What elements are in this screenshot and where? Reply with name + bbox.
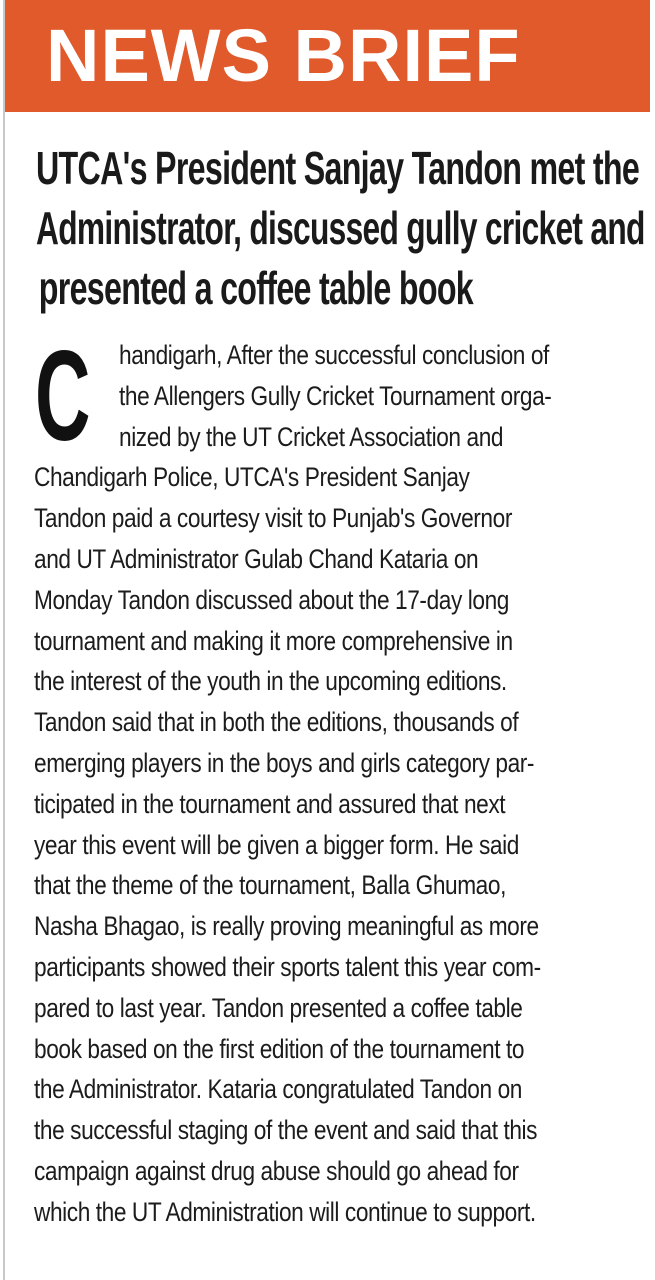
- body-line: and UT Administrator Gulab Chand Kataria on: [34, 543, 479, 574]
- drop-cap: C: [35, 325, 91, 468]
- article-headline: [36, 138, 646, 318]
- body-line: ticipated in the tournament and assured that next: [34, 788, 506, 819]
- body-line: the Administrator. Kataria congratulated Tandon on: [34, 1074, 522, 1105]
- body-line: Chandigarh Police, UTCA's President Sanjay: [34, 462, 470, 493]
- body-line: campaign against drug abuse should go ahead for: [34, 1155, 519, 1186]
- body-line: pared to last year. Tandon presented a coffee table: [34, 992, 523, 1023]
- body-line: book based on the first edition of the tournament to: [34, 1033, 525, 1064]
- body-line: year this event will be given a bigger form. He said: [34, 829, 519, 860]
- headline-line: Administrator, discussed gully cricket and: [36, 202, 645, 254]
- body-line: that the theme of the tournament, Balla Ghumao,: [34, 870, 506, 901]
- news-brief-banner: [5, 0, 650, 112]
- headline-line: presented a coffee table book: [38, 262, 473, 314]
- body-line: Tandon paid a courtesy visit to Punjab's Governor: [34, 503, 512, 534]
- body-line: the interest of the youth in the upcoming editions.: [34, 666, 507, 697]
- article-body: [34, 325, 624, 1233]
- headline-line: UTCA's President Sanjay Tandon met the: [36, 142, 640, 194]
- body-line: emerging players in the boys and girls category par-: [34, 747, 535, 778]
- body-line: Tandon said that in both the editions, thousands of: [34, 707, 519, 738]
- body-line: tournament and making it more comprehensive in: [34, 625, 513, 656]
- body-line: Monday Tandon discussed about the 17-day long: [34, 584, 509, 615]
- body-line: the successful staging of the event and said that this: [34, 1115, 538, 1146]
- body-line: the Allengers Gully Cricket Tournament orga-: [118, 380, 552, 411]
- body-line: which the UT Administration will continue to support.: [34, 1196, 536, 1227]
- body-line: Nasha Bhagao, is really proving meaningful as more: [34, 911, 539, 942]
- left-border-rule: [3, 0, 5, 1280]
- body-line: handigarh, After the successful conclusion of: [118, 340, 549, 370]
- body-line: participants showed their sports talent this year com-: [34, 951, 541, 982]
- body-line: nized by the UT Cricket Association and: [118, 421, 504, 452]
- banner-title: NEWS BRIEF: [46, 14, 521, 97]
